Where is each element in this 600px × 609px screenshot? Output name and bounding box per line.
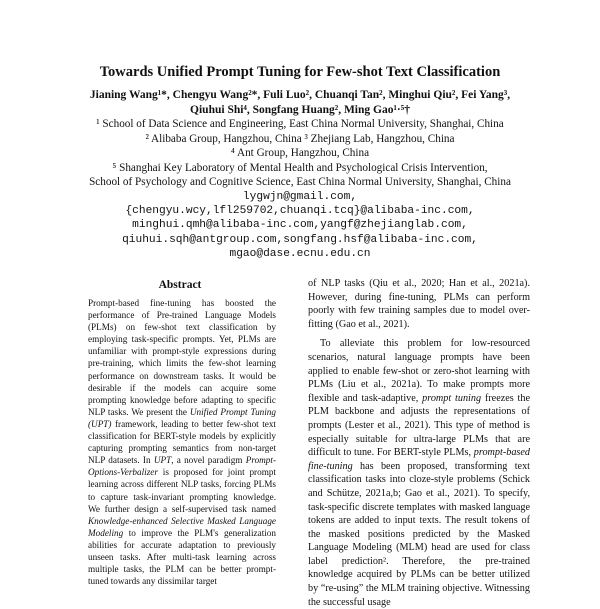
author-list <box>0 88 600 118</box>
intro-column <box>308 277 530 609</box>
affiliations <box>0 117 600 190</box>
paper-title: Towards Unified Prompt Tuning for Few-shot Text Classification <box>99 64 501 80</box>
intro-paragraph-2 <box>308 337 530 609</box>
email-line: minghui.qmh@alibaba-inc.com,yangf@zhejianglab.com, <box>132 219 468 232</box>
intro-italic: prompt-based fine-tuning <box>308 447 530 472</box>
intro-part: freezes the PLM backbone and adjusts the representations of prompts (Lester et al., 2021). This type of method is especially suitable for ultra-large PLMs that are difficult to tune. For BERT-style PLMs, <box>308 392 531 459</box>
abstract-part: to improve the PLM's generalization abilities for accurate adaptation to previously unseen tasks. After multi-task learning across multiple tasks, the PLM can be better prompt-tuned towards any dissimilar target <box>88 527 276 587</box>
authors-line-2: Qiuhui Shi⁴, Songfang Huang², Ming Gao¹·⁵† <box>190 104 410 116</box>
abstract-part: , a novel paradigm <box>171 455 246 466</box>
abstract-italic: Knowledge-enhanced Selective Masked Language Modeling <box>88 515 276 538</box>
author-emails <box>0 190 600 261</box>
email-line: qiuhui.sqh@antgroup.com,songfang.hsf@alibaba-inc.com, <box>122 233 478 246</box>
affiliation-line: ⁴ Ant Group, Hangzhou, China <box>230 147 370 160</box>
intro-italic: prompt tuning <box>422 392 482 404</box>
abstract-part: framework, leading to better few-shot text classification for BERT-style models by explicitly capturing prompting semantics from non-target NLP datasets. In <box>88 418 276 466</box>
abstract-italic: Prompt-Options-Verbalizer <box>88 455 276 478</box>
email-line: {chengyu.wcy,lfl259702,chuanqi.tcq}@alibaba-inc.com, <box>125 205 475 218</box>
abstract-text <box>88 297 276 587</box>
intro-paragraph-1: of NLP tasks (Qiu et al., 2020; Han et al., 2021a). However, during fine-tuning, PLMs can perform poorly with few training samples due to model over-fitting (Gao et al., 2021). <box>308 278 530 330</box>
abstract-part: Prompt-based fine-tuning has boosted the performance of Pre-trained Language Models (PLMs) on few-shot text classification by employing task-specific prompts. Yet, PLMs are unfamiliar with prompt-style expressions during pre-training, which limits the few-shot learning performance on downstream tasks. It would be desirable if the models can acquire some prompting knowledge before adapting to specific NLP tasks. We present the <box>88 298 276 417</box>
affiliation-line: ² Alibaba Group, Hangzhou, China ³ Zhejiang Lab, Hangzhou, China <box>145 132 455 145</box>
authors-line-1: Jianing Wang¹*, Chengyu Wang²*, Fuli Luo², Chuanqi Tan², Minghui Qiu², Fei Yang³, <box>89 89 511 101</box>
intro-part: has been proposed, transforming text classification tasks into cloze-style problems (Schick and Schütze, 2021a,b; Gao et al., 2021). To specify, task-specific discrete templates with masked language tokens are added to input texts. The result tokens of the masked positions predicted by the Masked Language Modeling (MLM) head are used for class label prediction². Therefore, the pre-trained knowledge acquired by PLMs can be better utilized by “re-using” the MLM training objective. Witnessing the successful usage <box>308 460 530 608</box>
affiliation-line: ⁵ Shanghai Key Laboratory of Mental Health and Psychological Crisis Intervention, <box>112 161 488 174</box>
abstract-italic: UPT <box>153 455 172 466</box>
abstract-heading: Abstract <box>158 279 202 291</box>
affiliation-line: School of Psychology and Cognitive Science, East China Normal University, Shanghai, China <box>89 176 511 189</box>
abstract-part: is proposed for joint prompt learning across different NLP tasks, forcing PLMs to capture task-invariant prompting knowledge. We further design a self-supervised task named <box>88 467 276 514</box>
email-line: mgao@dase.ecnu.edu.cn <box>229 247 371 260</box>
abstract-italic: Unified Prompt Tuning (UPT) <box>88 406 276 429</box>
email-line: lygwjn@gmail.com, <box>242 191 358 203</box>
affiliation-line: ¹ School of Data Science and Engineering, East China Normal University, Shanghai, China <box>96 118 504 130</box>
intro-part: To alleviate this problem for low-resourced scenarios, natural language prompts have been applied to enable few-shot or zero-shot learning with PLMs (Liu et al., 2021a). To make prompts more flexible and task-adaptive, <box>308 338 530 404</box>
